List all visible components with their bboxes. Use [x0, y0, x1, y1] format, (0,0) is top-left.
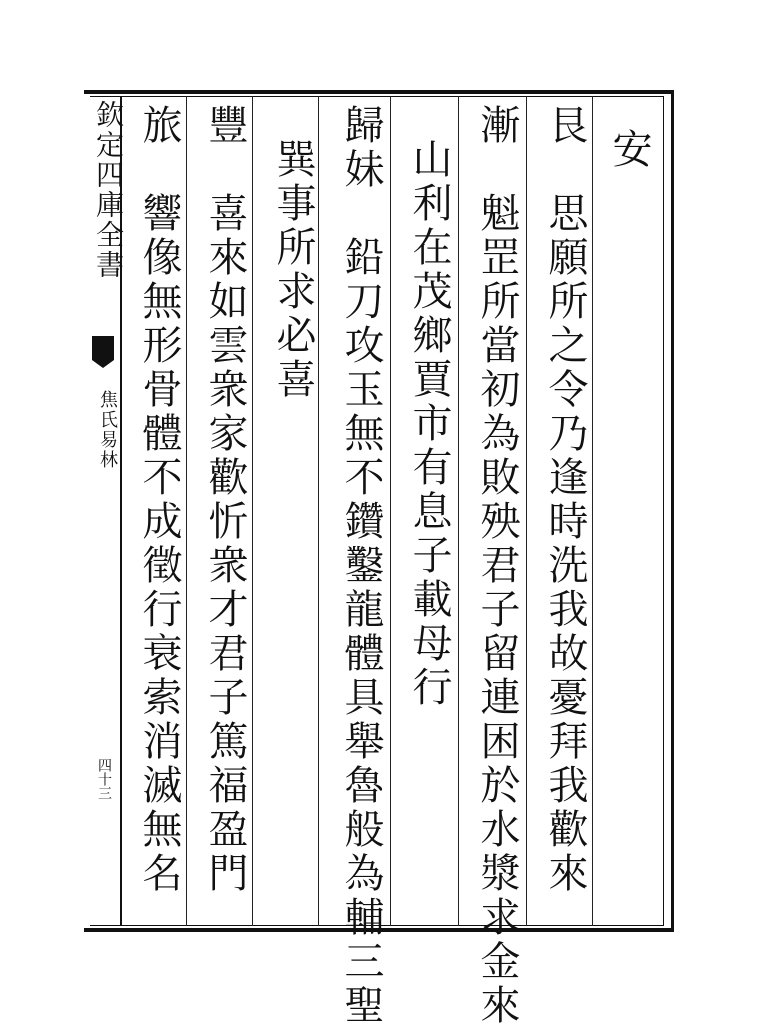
column-rule: [252, 96, 253, 926]
gutter-book-title: 焦氏易林: [97, 390, 118, 470]
column-rule: [592, 96, 593, 926]
text-column-1: 安: [606, 128, 652, 172]
gutter-title: 欽定四庫全書: [92, 100, 125, 280]
column-rule: [186, 96, 187, 926]
text-column-3: 漸 魁罡所當初為敗殃君子留連困於水漿求金來: [474, 104, 520, 1028]
text-column-6: 巽事所求必喜: [270, 138, 316, 402]
text-column-2: 艮 思願所之令乃逢時洗我故憂拜我歡來: [542, 104, 588, 896]
column-rule: [318, 96, 319, 926]
gutter-page-number: 四十三: [96, 758, 112, 800]
text-column-8: 旅 響像無形骨體不成徵行衰索消滅無名: [136, 104, 182, 896]
column-rule: [526, 96, 527, 926]
text-column-7: 豐 喜來如雲衆家歡忻衆才君子篤福盈門: [202, 104, 248, 896]
column-rule: [458, 96, 459, 926]
column-rule: [390, 96, 391, 926]
fish-tail-icon: [92, 336, 114, 368]
text-column-5: 歸妹 鉛刀攻玉無不鑽鑿龍體具舉魯般為輔三聖: [338, 104, 384, 1028]
text-column-4: 山利在茂鄉賈市有息子載母行: [406, 138, 452, 710]
